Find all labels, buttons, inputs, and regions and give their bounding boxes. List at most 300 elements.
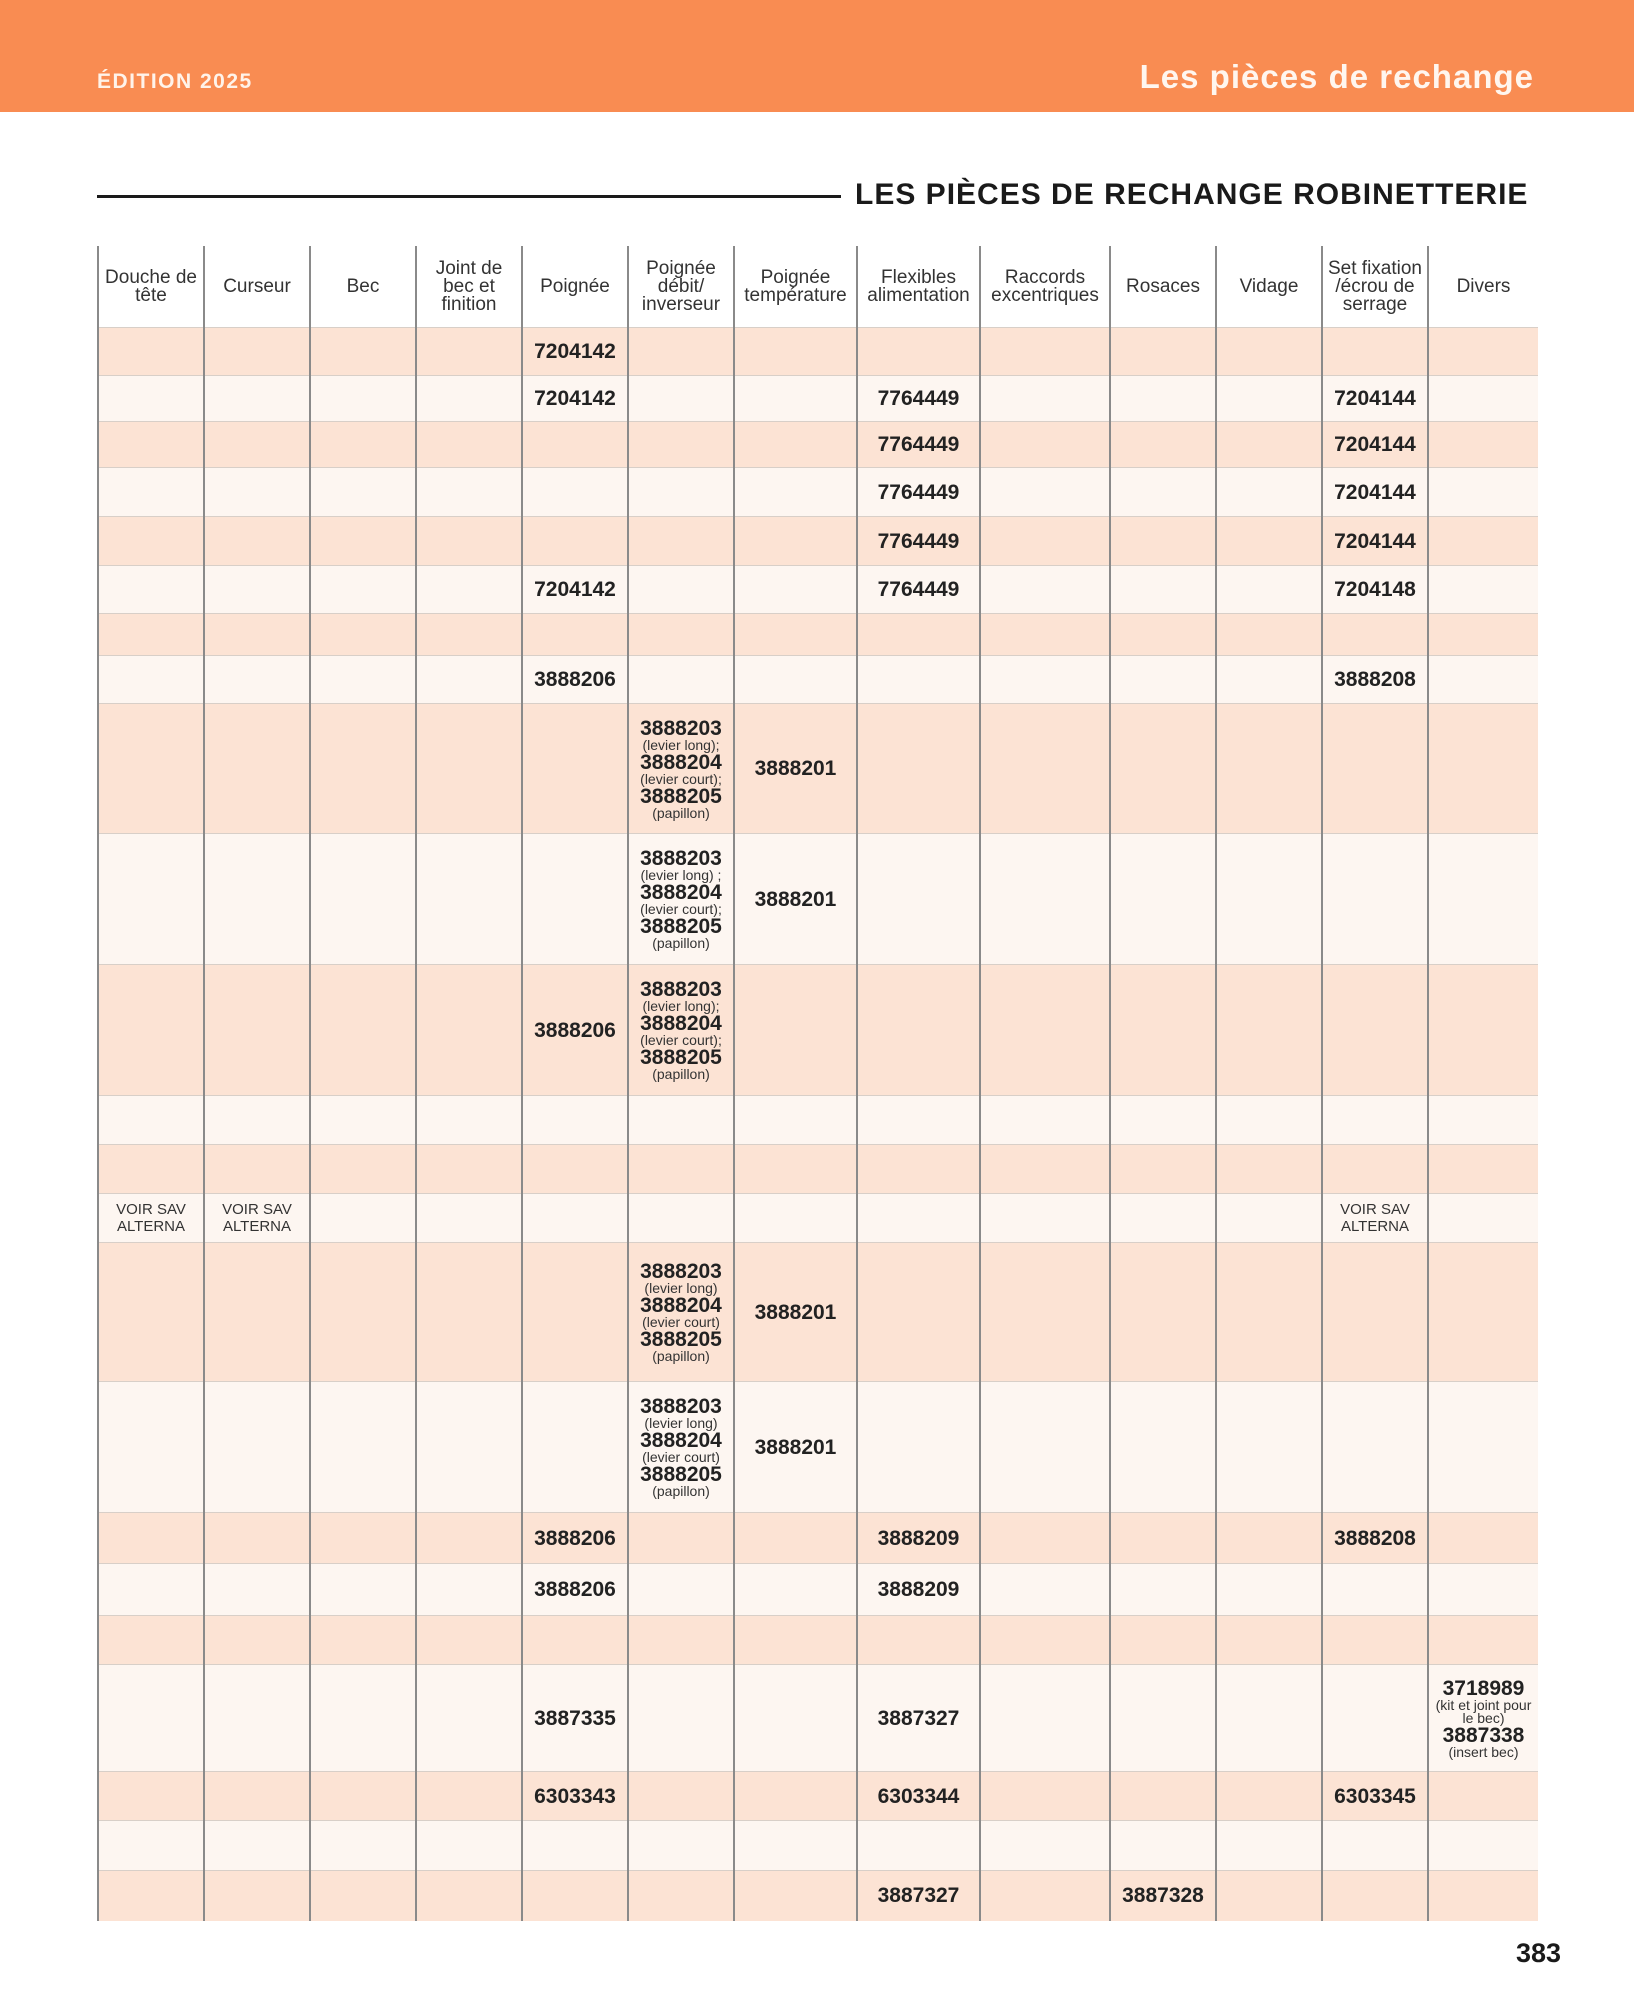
cell-temperature <box>734 656 857 704</box>
part-note: (levier long) ; <box>640 867 722 883</box>
cell-joint <box>416 468 522 517</box>
cell-raccords <box>980 566 1110 614</box>
cell-bec <box>310 566 416 614</box>
cell-curseur <box>204 614 310 656</box>
part-ref: 3888206 <box>534 668 616 691</box>
cell-vidage <box>1216 517 1322 566</box>
part-ref: 7204144 <box>1334 433 1416 456</box>
cell-divers <box>1428 1616 1538 1665</box>
cell-douche <box>98 1194 204 1243</box>
cell-douche <box>98 656 204 704</box>
cell-vidage <box>1216 965 1322 1096</box>
part-ref: 3888203 <box>640 847 722 870</box>
cell-raccords <box>980 614 1110 656</box>
cell-curseur <box>204 1772 310 1821</box>
cell-divers <box>1428 1513 1538 1564</box>
part-ref: 7204142 <box>534 578 616 601</box>
part-note: (levier long); <box>642 736 720 753</box>
col-poignee: Poignée <box>522 246 628 328</box>
cell-poignee <box>522 614 628 656</box>
cell-set <box>1322 1513 1428 1564</box>
cell-temperature <box>734 1382 857 1513</box>
cell-raccords <box>980 704 1110 834</box>
cell-divers <box>1428 1772 1538 1821</box>
cell-divers <box>1428 1145 1538 1194</box>
cell-flexibles <box>857 1821 980 1871</box>
cell-set <box>1322 1564 1428 1616</box>
cell-rosaces <box>1110 704 1216 834</box>
cell-debit <box>628 614 734 656</box>
cell-debit <box>628 1772 734 1821</box>
part-note: (papillon) <box>652 1483 710 1499</box>
cell-raccords <box>980 834 1110 965</box>
cell-douche <box>98 517 204 566</box>
cell-temperature <box>734 1096 857 1145</box>
cell-vidage <box>1216 328 1322 376</box>
cell-poignee <box>522 422 628 468</box>
cell-joint <box>416 1194 522 1243</box>
part-note: (papillon) <box>652 935 710 951</box>
cell-debit <box>628 1243 734 1382</box>
cell-curseur <box>204 1096 310 1145</box>
cell-bec <box>310 1616 416 1665</box>
cell-rosaces <box>1110 1772 1216 1821</box>
cell-temperature <box>734 566 857 614</box>
cell-temperature <box>734 1665 857 1772</box>
cell-curseur <box>204 468 310 517</box>
cell-curseur <box>204 1871 310 1921</box>
cell-curseur <box>204 1513 310 1564</box>
cell-bec <box>310 468 416 517</box>
part-note: (papillon) <box>652 1066 710 1082</box>
cell-set <box>1322 614 1428 656</box>
cell-curseur <box>204 1194 310 1243</box>
cell-flexibles <box>857 1194 980 1243</box>
cell-joint <box>416 1616 522 1665</box>
cell-poignee <box>522 1564 628 1616</box>
cell-bec <box>310 517 416 566</box>
cell-douche <box>98 1871 204 1921</box>
col-vidage: Vidage <box>1216 246 1322 328</box>
cell-debit <box>628 1821 734 1871</box>
cell-flexibles <box>857 1145 980 1194</box>
table-row <box>98 1096 1538 1145</box>
cell-joint <box>416 566 522 614</box>
cell-curseur <box>204 1243 310 1382</box>
cell-poignee <box>522 1096 628 1145</box>
cell-joint <box>416 1772 522 1821</box>
table-row <box>98 704 1538 834</box>
cell-curseur <box>204 328 310 376</box>
col-poignee-temperature: Poignée température <box>734 246 857 328</box>
cell-raccords <box>980 1145 1110 1194</box>
title-rule <box>97 195 841 198</box>
cell-vidage <box>1216 704 1322 834</box>
cell-raccords <box>980 1564 1110 1616</box>
part-note: (papillon) <box>652 1348 710 1364</box>
cell-set <box>1322 468 1428 517</box>
col-bec: Bec <box>310 246 416 328</box>
cell-joint <box>416 1096 522 1145</box>
cell-bec <box>310 422 416 468</box>
cell-curseur <box>204 834 310 965</box>
part-ref: 3888206 <box>534 1018 616 1042</box>
cell-bec <box>310 1772 416 1821</box>
cell-temperature <box>734 1821 857 1871</box>
cell-temperature <box>734 468 857 517</box>
cell-divers <box>1428 965 1538 1096</box>
cell-debit <box>628 704 734 834</box>
cell-vidage <box>1216 468 1322 517</box>
cell-poignee <box>522 566 628 614</box>
cell-raccords <box>980 1382 1110 1513</box>
cell-rosaces <box>1110 517 1216 566</box>
cell-rosaces <box>1110 376 1216 422</box>
cell-divers <box>1428 376 1538 422</box>
cell-set <box>1322 422 1428 468</box>
part-ref: 3888205 <box>640 1463 722 1486</box>
cell-joint <box>416 965 522 1096</box>
cell-vidage <box>1216 1772 1322 1821</box>
cell-curseur <box>204 704 310 834</box>
cell-curseur <box>204 656 310 704</box>
col-douche-de-tete: Douche de tête <box>98 246 204 328</box>
cell-divers <box>1428 1821 1538 1871</box>
cell-debit <box>628 1096 734 1145</box>
table-row <box>98 1821 1538 1871</box>
cell-flexibles <box>857 1665 980 1772</box>
part-note: (levier long) <box>644 1280 718 1296</box>
cell-vidage <box>1216 656 1322 704</box>
cell-poignee <box>522 704 628 834</box>
table-row <box>98 1616 1538 1665</box>
part-note: (levier long) <box>644 1415 718 1431</box>
part-ref: 3888206 <box>534 1578 616 1601</box>
cell-douche <box>98 1513 204 1564</box>
cell-debit <box>628 834 734 965</box>
cell-vidage <box>1216 834 1322 965</box>
part-note: (levier court); <box>640 770 722 787</box>
table-row <box>98 566 1538 614</box>
cell-joint <box>416 1564 522 1616</box>
cell-flexibles <box>857 566 980 614</box>
part-ref: 3888204 <box>640 881 722 904</box>
cell-flexibles <box>857 1382 980 1513</box>
cell-debit <box>628 1382 734 1513</box>
table-body <box>98 328 1538 1921</box>
cell-set <box>1322 1871 1428 1921</box>
cell-joint <box>416 517 522 566</box>
part-ref: 3888203 <box>640 978 722 1001</box>
cell-set <box>1322 1772 1428 1821</box>
table-row <box>98 965 1538 1096</box>
part-ref: 7204144 <box>1334 480 1416 504</box>
cell-douche <box>98 1665 204 1772</box>
cell-flexibles <box>857 1564 980 1616</box>
part-ref: 3887338 <box>1442 1723 1525 1747</box>
cell-debit <box>628 1513 734 1564</box>
col-divers: Divers <box>1428 246 1538 328</box>
cell-set <box>1322 1145 1428 1194</box>
part-ref: 3888208 <box>1334 668 1416 691</box>
part-ref: 3888203 <box>640 1260 722 1283</box>
cell-bec <box>310 376 416 422</box>
cell-raccords <box>980 1821 1110 1871</box>
col-set-fixation: Set fixation /écrou de serrage <box>1322 246 1428 328</box>
cell-poignee <box>522 1145 628 1194</box>
cell-debit <box>628 1564 734 1616</box>
part-note: (levier court); <box>640 1032 722 1048</box>
table-row <box>98 1194 1538 1243</box>
cell-set <box>1322 1194 1428 1243</box>
part-note: (papillon) <box>652 804 710 821</box>
cell-poignee <box>522 517 628 566</box>
part-ref: 7204144 <box>1334 529 1416 553</box>
cell-vidage <box>1216 1564 1322 1616</box>
cell-rosaces <box>1110 1564 1216 1616</box>
part-ref: 3888201 <box>754 1300 837 1324</box>
cell-debit <box>628 1871 734 1921</box>
cell-poignee <box>522 1616 628 1665</box>
cell-curseur <box>204 1616 310 1665</box>
cell-vidage <box>1216 566 1322 614</box>
cell-poignee <box>522 1772 628 1821</box>
col-rosaces: Rosaces <box>1110 246 1216 328</box>
cell-set <box>1322 566 1428 614</box>
cell-joint <box>416 1821 522 1871</box>
part-note: (kit et joint pour le bec) <box>1435 1696 1532 1726</box>
cell-temperature <box>734 1871 857 1921</box>
cell-douche <box>98 614 204 656</box>
part-ref: VOIR SAV ALTERNA <box>1340 1201 1410 1235</box>
cell-raccords <box>980 1616 1110 1665</box>
table-row <box>98 1243 1538 1382</box>
cell-douche <box>98 704 204 834</box>
part-ref: 6303344 <box>877 1784 960 1808</box>
cell-douche <box>98 965 204 1096</box>
part-note: (insert bec) <box>1448 1743 1519 1760</box>
cell-raccords <box>980 376 1110 422</box>
part-ref: 3888205 <box>640 1046 722 1069</box>
cell-bec <box>310 965 416 1096</box>
cell-raccords <box>980 1772 1110 1821</box>
table-row <box>98 1382 1538 1513</box>
part-ref: VOIR SAV ALTERNA <box>116 1201 186 1235</box>
cell-douche <box>98 1382 204 1513</box>
part-ref: 3888201 <box>754 757 837 780</box>
cell-flexibles <box>857 468 980 517</box>
cell-vidage <box>1216 422 1322 468</box>
table-row <box>98 1145 1538 1194</box>
cell-vidage <box>1216 1145 1322 1194</box>
part-ref: 3888209 <box>877 1578 960 1601</box>
cell-douche <box>98 376 204 422</box>
cell-temperature <box>734 1513 857 1564</box>
cell-douche <box>98 1145 204 1194</box>
cell-bec <box>310 1513 416 1564</box>
col-curseur: Curseur <box>204 246 310 328</box>
edition-label: ÉDITION 2025 <box>97 70 253 93</box>
table-row <box>98 656 1538 704</box>
col-flexibles: Flexibles alimentation <box>857 246 980 328</box>
cell-set <box>1322 1243 1428 1382</box>
part-ref: 3888201 <box>754 1435 837 1459</box>
cell-raccords <box>980 517 1110 566</box>
cell-douche <box>98 1096 204 1145</box>
cell-flexibles <box>857 422 980 468</box>
cell-douche <box>98 1616 204 1665</box>
part-ref: 7204144 <box>1334 387 1416 410</box>
part-note: (levier court) <box>642 1449 720 1465</box>
col-poignee-debit: Poignée débit/ inverseur <box>628 246 734 328</box>
cell-temperature <box>734 1145 857 1194</box>
cell-set <box>1322 376 1428 422</box>
cell-poignee <box>522 834 628 965</box>
cell-temperature <box>734 328 857 376</box>
cell-vidage <box>1216 614 1322 656</box>
part-ref: 3888204 <box>640 1429 722 1452</box>
cell-rosaces <box>1110 1145 1216 1194</box>
cell-douche <box>98 1564 204 1616</box>
cell-divers <box>1428 328 1538 376</box>
cell-curseur <box>204 965 310 1096</box>
cell-bec <box>310 1243 416 1382</box>
cell-set <box>1322 517 1428 566</box>
cell-bec <box>310 656 416 704</box>
cell-vidage <box>1216 1096 1322 1145</box>
table-row <box>98 1564 1538 1616</box>
cell-joint <box>416 834 522 965</box>
cell-divers <box>1428 517 1538 566</box>
cell-vidage <box>1216 1513 1322 1564</box>
cell-set <box>1322 834 1428 965</box>
cell-joint <box>416 376 522 422</box>
col-joint-de-bec: Joint de bec et finition <box>416 246 522 328</box>
part-ref: 7204148 <box>1334 578 1416 601</box>
cell-rosaces <box>1110 1513 1216 1564</box>
table-row <box>98 328 1538 376</box>
cell-flexibles <box>857 1243 980 1382</box>
cell-raccords <box>980 1194 1110 1243</box>
cell-joint <box>416 1513 522 1564</box>
cell-flexibles <box>857 614 980 656</box>
cell-joint <box>416 328 522 376</box>
cell-rosaces <box>1110 422 1216 468</box>
cell-raccords <box>980 328 1110 376</box>
cell-debit <box>628 468 734 517</box>
cell-rosaces <box>1110 656 1216 704</box>
cell-debit <box>628 965 734 1096</box>
cell-divers <box>1428 704 1538 834</box>
cell-flexibles <box>857 328 980 376</box>
cell-rosaces <box>1110 1096 1216 1145</box>
cell-rosaces <box>1110 1871 1216 1921</box>
cell-curseur <box>204 1821 310 1871</box>
cell-douche <box>98 1243 204 1382</box>
cell-rosaces <box>1110 1616 1216 1665</box>
cell-poignee <box>522 376 628 422</box>
cell-vidage <box>1216 1243 1322 1382</box>
cell-poignee <box>522 328 628 376</box>
cell-bec <box>310 1145 416 1194</box>
cell-flexibles <box>857 1772 980 1821</box>
cell-flexibles <box>857 376 980 422</box>
part-ref: 3888204 <box>640 1294 722 1317</box>
cell-rosaces <box>1110 1821 1216 1871</box>
part-ref: 3888201 <box>754 887 837 911</box>
part-ref: 3887328 <box>1122 1884 1204 1908</box>
cell-rosaces <box>1110 614 1216 656</box>
cell-joint <box>416 1665 522 1772</box>
cell-debit <box>628 1145 734 1194</box>
part-ref: 6303345 <box>1334 1784 1416 1808</box>
cell-vidage <box>1216 1382 1322 1513</box>
cell-set <box>1322 1665 1428 1772</box>
cell-douche <box>98 1772 204 1821</box>
cell-vidage <box>1216 1871 1322 1921</box>
cell-flexibles <box>857 1096 980 1145</box>
cell-joint <box>416 1382 522 1513</box>
cell-rosaces <box>1110 328 1216 376</box>
cell-bec <box>310 1564 416 1616</box>
cell-douche <box>98 422 204 468</box>
cell-curseur <box>204 1145 310 1194</box>
cell-bec <box>310 1871 416 1921</box>
cell-raccords <box>980 1096 1110 1145</box>
cell-set <box>1322 704 1428 834</box>
cell-poignee <box>522 468 628 517</box>
cell-curseur <box>204 566 310 614</box>
spare-parts-table <box>97 246 1538 1921</box>
cell-bec <box>310 834 416 965</box>
table-row <box>98 834 1538 965</box>
cell-temperature <box>734 422 857 468</box>
cell-debit <box>628 566 734 614</box>
cell-raccords <box>980 422 1110 468</box>
cell-raccords <box>980 1513 1110 1564</box>
cell-joint <box>416 1871 522 1921</box>
cell-bec <box>310 704 416 834</box>
cell-divers <box>1428 1871 1538 1921</box>
table-row <box>98 614 1538 656</box>
cell-set <box>1322 1382 1428 1513</box>
cell-bec <box>310 1382 416 1513</box>
part-ref: 6303343 <box>534 1784 616 1808</box>
table-row <box>98 468 1538 517</box>
cell-debit <box>628 376 734 422</box>
part-ref: 7764449 <box>877 433 960 456</box>
part-ref: 3888208 <box>1334 1526 1416 1550</box>
part-ref: VOIR SAV ALTERNA <box>222 1201 292 1235</box>
part-ref: 7204142 <box>534 340 616 363</box>
cell-douche <box>98 468 204 517</box>
cell-temperature <box>734 965 857 1096</box>
cell-joint <box>416 422 522 468</box>
part-ref: 3887335 <box>534 1706 616 1730</box>
part-ref: 7764449 <box>877 480 960 504</box>
cell-set <box>1322 1821 1428 1871</box>
cell-curseur <box>204 422 310 468</box>
cell-poignee <box>522 1821 628 1871</box>
cell-flexibles <box>857 656 980 704</box>
cell-bec <box>310 1665 416 1772</box>
page-number: 383 <box>1515 1938 1561 1968</box>
cell-poignee <box>522 1243 628 1382</box>
cell-debit <box>628 1616 734 1665</box>
part-ref: 3888203 <box>640 1395 722 1418</box>
part-note: (levier court); <box>640 901 722 917</box>
cell-douche <box>98 834 204 965</box>
